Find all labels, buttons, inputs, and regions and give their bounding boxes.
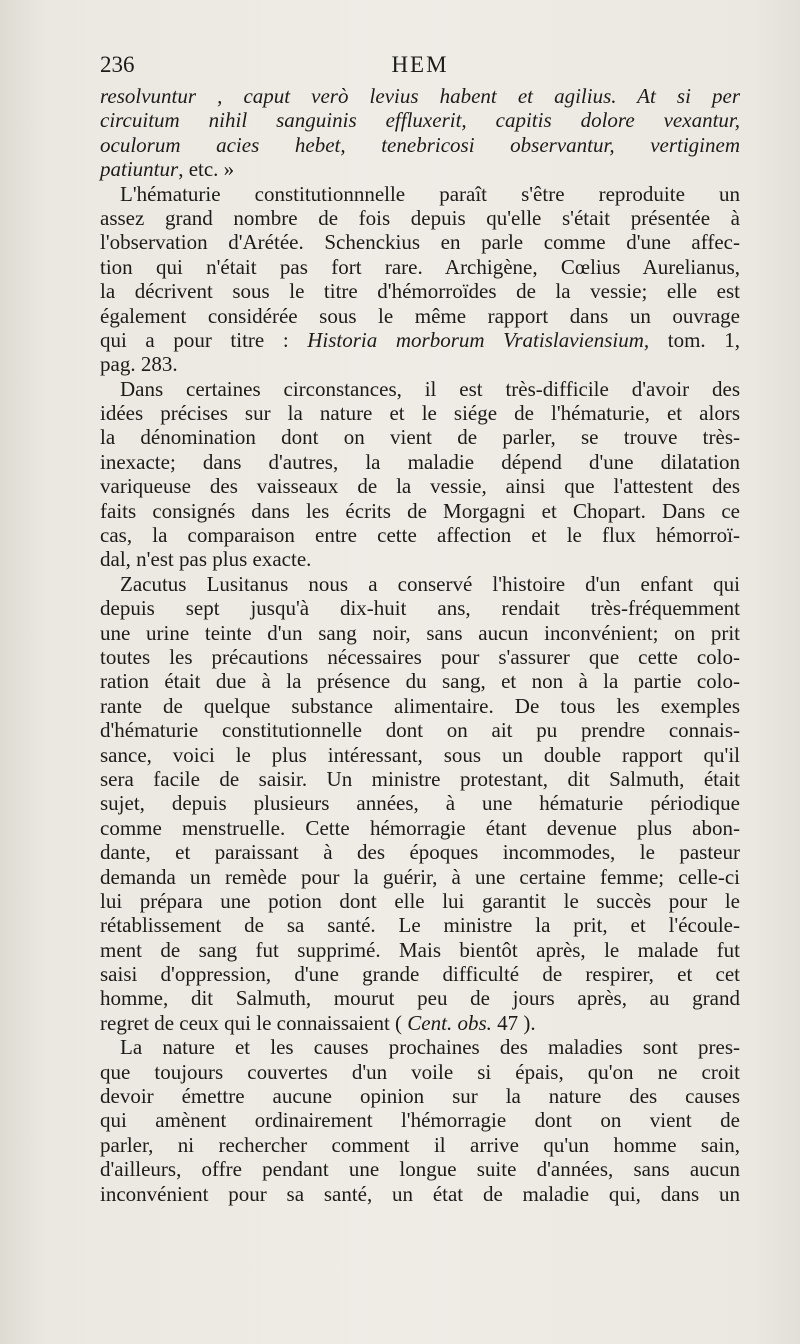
text-segment: tion qui n'était pas fort rare. Archigène, Cœlius Aurelianus, xyxy=(100,254,740,279)
text-segment: la dénomination dont on vient de parler, se trouve très- xyxy=(100,425,740,450)
text-line xyxy=(100,206,740,230)
text-segment: inconvénient pour sa santé, un état de maladie qui, dans un xyxy=(100,1181,740,1206)
text-line xyxy=(100,1182,740,1206)
running-head: HEM xyxy=(391,52,449,77)
text-line xyxy=(100,523,740,547)
text-segment: la décrivent sous le titre d'hémorroïdes de la vessie; elle est xyxy=(100,279,740,304)
text-line xyxy=(100,1035,740,1059)
text-line xyxy=(100,913,740,937)
text-segment: homme, dit Salmuth, mourut peu de jours après, au grand xyxy=(100,986,740,1011)
italic-text-segment: resolvuntur , caput verò levius habent et agilius. At si per xyxy=(100,84,740,108)
text-segment: faits consignés dans les écrits de Morgagni et Chopart. Dans ce xyxy=(100,498,740,523)
text-line xyxy=(100,474,740,498)
text-line xyxy=(100,743,740,767)
text-segment: sera facile de saisir. Un ministre protestant, dit Salmuth, était xyxy=(100,766,740,791)
italic-text-segment: Historia morborum Vratislaviensium, xyxy=(307,327,650,352)
text-line xyxy=(100,621,740,645)
text-line xyxy=(100,572,740,596)
text-segment: que toujours couvertes d'un voile si épais, qu'on ne croit xyxy=(100,1059,740,1084)
text-line xyxy=(100,255,740,279)
text-segment: d'hématurie constitutionnelle dont on ait pu prendre connais- xyxy=(100,718,740,743)
text-segment: ment de sang fut supprimé. Mais bientôt après, le malade fut xyxy=(100,937,740,962)
text-line xyxy=(100,84,740,108)
text-segment: une urine teinte d'un sang noir, sans aucun inconvénient; on prit xyxy=(100,620,740,645)
text-line xyxy=(100,1060,740,1084)
text-line xyxy=(100,547,740,571)
text-line xyxy=(100,450,740,474)
text-line xyxy=(100,230,740,254)
text-line xyxy=(100,596,740,620)
text-line xyxy=(100,304,740,328)
text-line xyxy=(100,108,740,132)
text-segment: lui prépara une potion dont elle lui garantit le succès pour le xyxy=(100,888,740,913)
text-segment: toutes les précautions nécessaires pour s'assurer que cette colo- xyxy=(100,644,740,669)
text-line xyxy=(100,865,740,889)
text-line xyxy=(100,157,740,181)
text-line xyxy=(100,645,740,669)
text-line xyxy=(100,1133,740,1157)
text-line xyxy=(100,938,740,962)
page-header xyxy=(100,52,740,82)
text-segment: variqueuse des vaisseaux de la vessie, ainsi que l'attestent des xyxy=(100,474,740,499)
text-line xyxy=(100,962,740,986)
text-segment: , etc. » xyxy=(178,157,235,182)
text-line xyxy=(100,1011,740,1035)
text-segment: rétablissement de sa santé. Le ministre la prit, et l'écoule- xyxy=(100,913,740,938)
text-line xyxy=(100,499,740,523)
text-line xyxy=(100,1157,740,1181)
text-segment: cas, la comparaison entre cette affection et le flux hémorroï- xyxy=(100,523,740,548)
text-line xyxy=(100,1084,740,1108)
text-segment: saisi d'oppression, d'une grande difficulté de respirer, et cet xyxy=(100,962,740,987)
text-segment: Zacutus Lusitanus nous a conservé l'histoire d'un enfant qui xyxy=(120,571,740,596)
text-line xyxy=(100,328,740,352)
text-segment: l'observation d'Arétée. Schenckius en parle comme d'une affec- xyxy=(100,230,740,255)
text-line xyxy=(100,133,740,157)
text-segment: parler, ni rechercher comment il arrive qu'un homme sain, xyxy=(100,1132,740,1157)
text-line xyxy=(100,377,740,401)
text-segment: 47 ). xyxy=(491,1010,536,1035)
text-segment: qui a pour titre : xyxy=(100,327,308,352)
text-line xyxy=(100,279,740,303)
text-segment: assez grand nombre de fois depuis qu'elle s'était présentée à xyxy=(100,205,740,230)
text-segment: inexacte; dans d'autres, la maladie dépend d'une dilatation xyxy=(100,449,740,474)
text-line xyxy=(100,791,740,815)
text-line xyxy=(100,352,740,376)
text-line xyxy=(100,718,740,742)
text-line xyxy=(100,889,740,913)
text-segment: comme menstruelle. Cette hémorragie étant devenue plus abon- xyxy=(100,815,740,840)
text-line xyxy=(100,840,740,864)
text-segment: depuis sept jusqu'à dix-huit ans, rendait très-fréquemment xyxy=(100,596,740,621)
text-segment: dal, n'est pas plus exacte. xyxy=(100,547,312,572)
text-segment: idées précises sur la nature et le siége de l'hématurie, et alors xyxy=(100,401,740,426)
text-segment: sujet, depuis plusieurs années, à une hématurie périodique xyxy=(100,791,740,816)
italic-text-segment: patiuntur xyxy=(100,157,179,182)
text-segment: qui amènent ordinairement l'hémorragie dont on vient de xyxy=(100,1108,740,1133)
text-segment: L'hématurie constitutionnnelle paraît s'être reproduite un xyxy=(120,181,740,206)
text-segment: regret de ceux qui le connaissaient ( xyxy=(100,1010,408,1035)
italic-text-segment: circuitum nihil sanguinis effluxerit, capitis dolore vexantur, xyxy=(100,108,740,133)
text-segment: d'ailleurs, offre pendant une longue suite d'années, sans aucun xyxy=(100,1157,740,1182)
text-segment: dante, et paraissant à des époques incommodes, le pasteur xyxy=(100,840,740,865)
italic-text-segment: Cent. obs. xyxy=(407,1010,492,1035)
text-line xyxy=(100,767,740,791)
text-line xyxy=(100,401,740,425)
text-segment: ration était due à la présence du sang, et non à la partie colo- xyxy=(100,669,740,694)
text-segment: sance, voici le plus intéressant, sous un double rapport qu'il xyxy=(100,742,740,767)
text-segment: demanda un remède pour la guérir, à une certaine femme; celle-ci xyxy=(100,864,740,889)
body-text xyxy=(100,84,740,1206)
text-line xyxy=(100,425,740,449)
page-number: 236 xyxy=(100,52,135,77)
italic-text-segment: oculorum acies hebet, tenebricosi observantur, vertiginem xyxy=(100,132,740,157)
text-line xyxy=(100,986,740,1010)
text-segment: devoir émettre aucune opinion sur la nature des causes xyxy=(100,1084,740,1109)
text-line xyxy=(100,816,740,840)
text-line xyxy=(100,1108,740,1132)
text-segment: tom. 1, xyxy=(649,327,740,352)
text-segment: également considérée sous le même rapport dans un ouvrage xyxy=(100,303,740,328)
text-line xyxy=(100,669,740,693)
text-line xyxy=(100,694,740,718)
text-segment: pag. 283. xyxy=(100,352,178,377)
text-line xyxy=(100,182,740,206)
text-segment: Dans certaines circonstances, il est très-difficile d'avoir des xyxy=(120,376,740,401)
text-segment: La nature et les causes prochaines des maladies sont pres- xyxy=(120,1035,740,1060)
text-segment: rante de quelque substance alimentaire. De tous les exemples xyxy=(100,693,740,718)
